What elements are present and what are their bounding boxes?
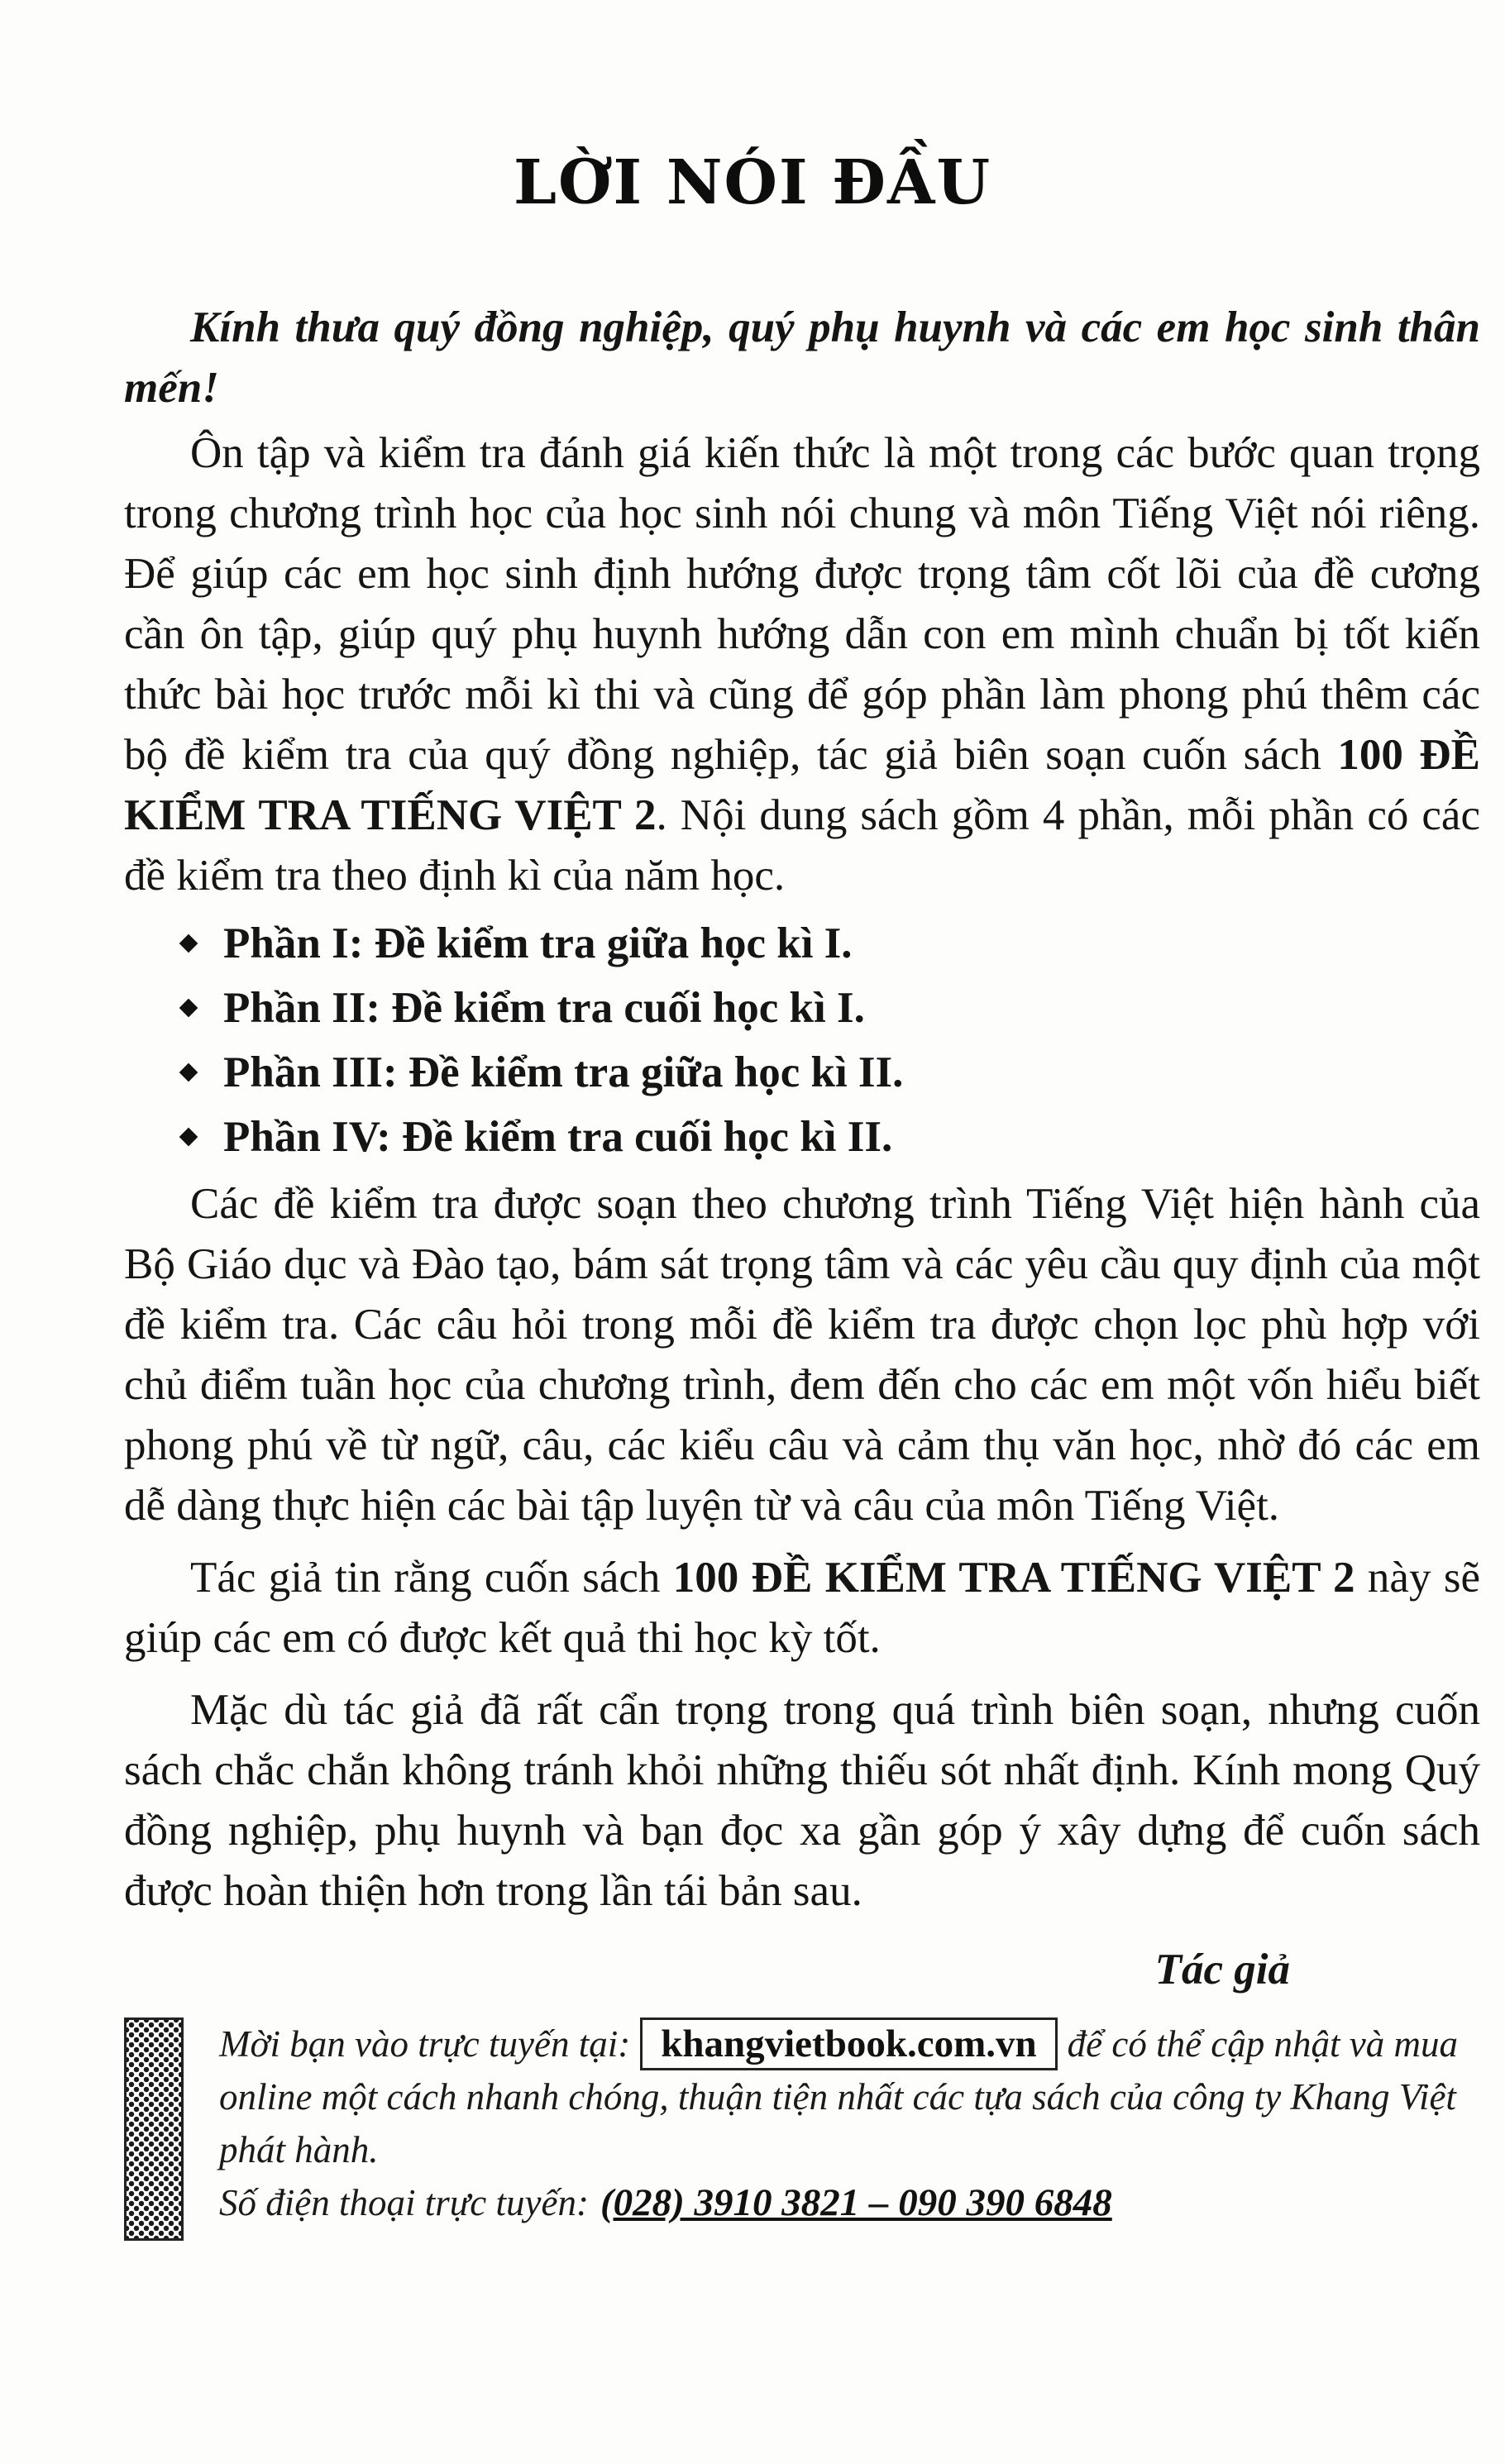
part-label: Phần II: Đề kiểm tra cuối học kì I.	[223, 984, 865, 1032]
intro-text-2: . Nội dung sách gồm 4 phần, mỗi phần có các đề kiểm tra theo định kì của năm học.	[124, 791, 1480, 900]
list-item	[182, 911, 1480, 976]
invite-line	[219, 2018, 1476, 2176]
decorative-pattern-icon	[124, 2018, 184, 2241]
feedback-paragraph: Mặc dù tác giả đã rất cẩn trọng trong quá trình biên soạn, nhưng cuốn sách chắc chắn không tránh khỏi những thiếu sót nhất định. Kính mong Quý đồng nghiệp, phụ huynh và bạn đọc xa gần góp ý xây dựng để cuốn sách được hoàn thiện hơn trong lần tái bản sau.	[124, 1686, 1480, 1915]
list-item	[182, 1040, 1480, 1105]
belief-text-after: này sẽ giúp các em có được kết quả thi học kỳ tốt.	[124, 1554, 1480, 1662]
preface-body	[124, 298, 1480, 2000]
author-signature: Tác giả	[1154, 1946, 1290, 1994]
parts-list	[124, 911, 1480, 1169]
invite-suffix: để có thể cập nhật và mua online một cách nhanh chóng, thuận tiện nhất các tựa sách của công ty Khang Việt phát hành.	[219, 2023, 1458, 2170]
belief-paragraph	[124, 1548, 1480, 1669]
notice-text	[219, 2018, 1476, 2229]
diamond-bullet-icon	[179, 1063, 198, 1082]
invite-prefix: Mời bạn vào trực tuyến tại:	[219, 2023, 631, 2065]
diamond-bullet-icon	[179, 934, 198, 953]
website-link[interactable]: khangvietbook.com.vn	[640, 2018, 1057, 2070]
intro-paragraph	[124, 423, 1480, 906]
phone-number[interactable]: (028) 3910 3821 – 090 390 6848	[600, 2181, 1112, 2224]
phone-label: Số điện thoại trực tuyến:	[219, 2182, 589, 2223]
belief-text-before: Tác giả tin rằng cuốn sách	[190, 1554, 673, 1602]
part-label: Phần IV: Đề kiểm tra cuối học kì II.	[223, 1113, 893, 1161]
online-store-notice	[124, 2018, 1464, 2241]
greeting-line: Kính thưa quý đồng nghiệp, quý phụ huynh và các em học sinh thân mến!	[124, 303, 1480, 412]
part-label: Phần III: Đề kiểm tra giữa học kì II.	[223, 1048, 904, 1096]
intro-text-1: Ôn tập và kiểm tra đánh giá kiến thức là một trong các bước quan trọng trong chương trình học của học sinh nói chung và môn Tiếng Việt nói riêng. Để giúp các em học sinh định hướng được trọng tâm cốt lõi của đề cương cần ôn tập, giúp quý phụ huynh hướng dẫn con em mình chuẩn bị tốt kiến thức bài học trước mỗi kì thi và cũng để góp phần làm phong phú thêm các bộ đề kiểm tra của quý đồng nghiệp, tác giả biên soạn cuốn sách	[124, 429, 1480, 779]
curriculum-paragraph: Các đề kiểm tra được soạn theo chương trình Tiếng Việt hiện hành của Bộ Giáo dục và Đào tạo, bám sát trọng tâm và các yêu cầu quy định của một đề kiểm tra. Các câu hỏi trong mỗi đề kiểm tra được chọn lọc phù hợp với chủ điểm tuần học của chương trình, đem đến cho các em một vốn hiểu biết phong phú về từ ngữ, câu, các kiểu câu và cảm thụ văn học, nhờ đó các em dễ dàng thực hiện các bài tập luyện từ và câu của môn Tiếng Việt.	[124, 1180, 1480, 1530]
belief-book-title: 100 ĐỀ KIỂM TRA TIẾNG VIỆT 2	[672, 1554, 1355, 1602]
page-title: LỜI NÓI ĐẦU	[514, 147, 991, 218]
diamond-bullet-icon	[179, 999, 198, 1018]
intro-book-title: 100 ĐỀ KIỂM TRA TIẾNG VIỆT 2	[124, 731, 1480, 839]
list-item	[182, 976, 1480, 1040]
part-label: Phần I: Đề kiểm tra giữa học kì I.	[223, 919, 853, 967]
phone-line	[219, 2176, 1476, 2229]
list-item	[182, 1105, 1480, 1169]
diamond-bullet-icon	[179, 1128, 198, 1147]
